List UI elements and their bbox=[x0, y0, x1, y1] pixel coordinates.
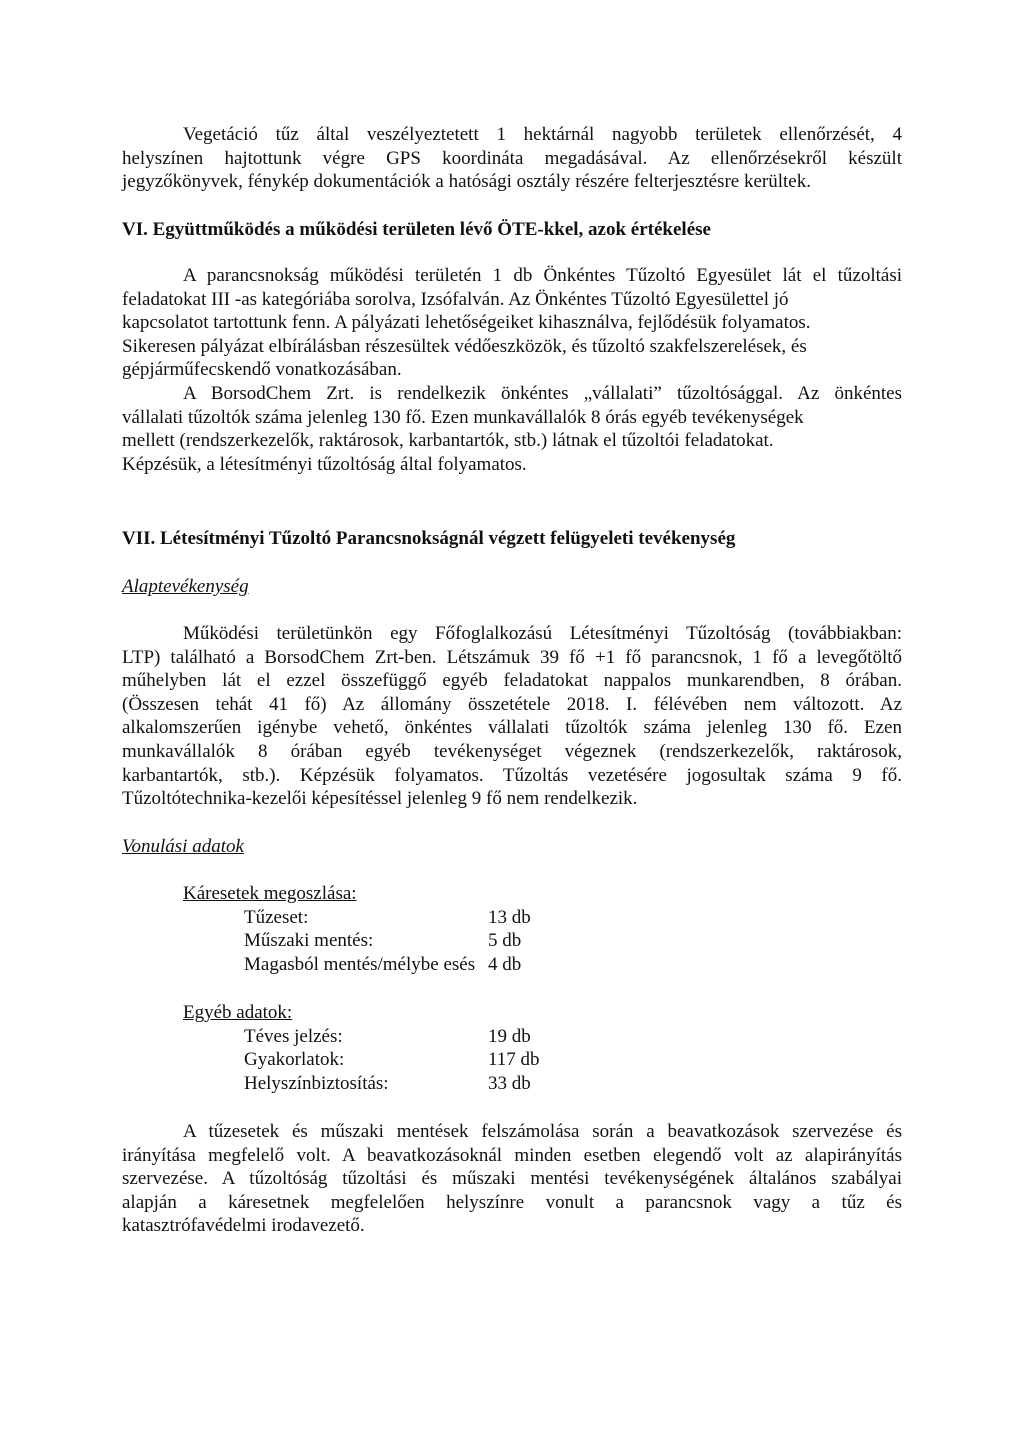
table-row bbox=[183, 953, 683, 977]
table-row bbox=[183, 906, 683, 930]
text-line: alkalomszerűen igénybe vehető, önkéntes vállalati tűzoltók száma jelenleg 130 fő. Ezen bbox=[122, 717, 902, 739]
row-label: Tűzeset: bbox=[244, 906, 309, 928]
text-line: Sikeresen pályázat elbírálásban részesültek védőeszközök, és tűzoltó szakfelszerelések, és bbox=[122, 335, 807, 357]
section-vi-paragraph-1 bbox=[122, 264, 902, 382]
text-line: munkavállalók 8 órában egyéb tevékenységet végeznek (rendszerkezelők, raktárosok, bbox=[122, 740, 902, 762]
text-line: karbantartók, stb.). Képzésük folyamatos. Tűzoltás vezetésére jogosultak száma 9 fő. bbox=[122, 764, 902, 786]
egyeb-adatok-title: Egyéb adatok: bbox=[183, 1002, 293, 1023]
row-value: 117 db bbox=[488, 1049, 540, 1071]
section-vii-heading: VII. Létesítményi Tűzoltó Parancsnokságnál végzett felügyeleti tevékenység bbox=[122, 528, 736, 549]
text-line: Tűzoltótechnika-kezelői képesítéssel jelenleg 9 fő nem rendelkezik. bbox=[122, 788, 638, 810]
karesetek-title: Káresetek megoszlása: bbox=[183, 883, 357, 904]
row-value: 4 db bbox=[488, 953, 522, 975]
text-line: jegyzőkönyvek, fénykép dokumentációk a hatósági osztály részére felterjesztésre kerültek. bbox=[122, 171, 811, 193]
text-line: alapján a káresetnek megfelelően helyszínre vonult a parancsnok vagy a tűz és bbox=[122, 1191, 902, 1213]
text-line: szervezése. A tűzoltóság tűzoltási és műszaki mentési tevékenységének általános szabályai bbox=[122, 1168, 902, 1190]
text-line: gépjárműfecskendő vonatkozásában. bbox=[122, 359, 402, 381]
row-label: Helyszínbiztosítás: bbox=[244, 1072, 389, 1094]
text-line: feladatokat III -as kategóriába sorolva, Izsófalván. Az Önkéntes Tűzoltó Egyesülettel jó bbox=[122, 288, 789, 310]
text-line: mellett (rendszerkezelők, raktárosok, karbantartók, stb.) látnak el tűzoltói feladatokat. bbox=[122, 430, 774, 452]
text-line: (Összesen tehát 41 fő) Az állomány összetétele 2018. I. félévében nem változott. Az bbox=[122, 693, 902, 715]
text-line: LTP) található a BorsodChem Zrt-ben. Létszámuk 39 fő +1 fő parancsnok, 1 fő a levegőtöltő bbox=[122, 646, 902, 668]
text-line: Képzésük, a létesítményi tűzoltóság által folyamatos. bbox=[122, 453, 527, 475]
egyeb-adatok-table bbox=[183, 1001, 683, 1095]
row-label: Műszaki mentés: bbox=[244, 930, 374, 952]
section-vi-paragraph-2 bbox=[122, 382, 902, 476]
subheading-alaptevekenyseg: Alaptevékenység bbox=[122, 576, 249, 597]
row-value: 19 db bbox=[488, 1025, 531, 1047]
text-line: Működési területünkön egy Főfoglalkozású Létesítményi Tűzoltóság (továbbiakban: bbox=[183, 623, 902, 644]
table-row bbox=[183, 929, 683, 953]
table-row bbox=[183, 1025, 683, 1049]
karesetek-table bbox=[183, 882, 683, 976]
text-line: helyszínen hajtottunk végre GPS koordináta megadásával. Az ellenőrzésekről készült bbox=[122, 147, 902, 169]
text-line: A BorsodChem Zrt. is rendelkezik önkéntes „vállalati” tűzoltósággal. Az önkéntes bbox=[183, 383, 902, 404]
subheading-vonulasi-adatok: Vonulási adatok bbox=[122, 836, 244, 857]
text-line: Vegetáció tűz által veszélyeztetett 1 hektárnál nagyobb területek ellenőrzését, 4 bbox=[183, 124, 902, 145]
section-vii-paragraph-2 bbox=[122, 1120, 902, 1238]
text-line: A tűzesetek és műszaki mentések felszámolása során a beavatkozások szervezése és bbox=[183, 1121, 902, 1142]
section-vii-paragraph-1 bbox=[122, 622, 902, 811]
text-line: katasztrófavédelmi irodavezető. bbox=[122, 1215, 365, 1237]
row-label: Téves jelzés: bbox=[244, 1025, 343, 1047]
text-line: irányítása megfelelő volt. A beavatkozásoknál minden esetben elegendő volt az alapirányítás bbox=[122, 1144, 902, 1166]
row-value: 13 db bbox=[488, 906, 531, 928]
row-label: Gyakorlatok: bbox=[244, 1049, 345, 1071]
row-label: Magasból mentés/mélybe esés bbox=[244, 953, 476, 975]
text-line: műhelyben lát el ezzel összefüggő egyéb feladatokat nappalos munkarendben, 8 órában. bbox=[122, 670, 902, 692]
table-row bbox=[183, 1048, 683, 1072]
section-vi-heading: VI. Együttműködés a működési területen lévő ÖTE-kkel, azok értékelése bbox=[122, 219, 711, 240]
intro-paragraph bbox=[122, 123, 902, 194]
text-line: kapcsolatot tartottunk fenn. A pályázati lehetőségeiket kihasználva, fejlődésük folyamatos. bbox=[122, 312, 811, 334]
text-line: vállalati tűzoltók száma jelenleg 130 fő. Ezen munkavállalók 8 órás egyéb tevékenységek bbox=[122, 406, 804, 428]
row-value: 5 db bbox=[488, 930, 522, 952]
table-row bbox=[183, 1072, 683, 1096]
text-line: A parancsnokság működési területén 1 db Önkéntes Tűzoltó Egyesület lát el tűzoltási bbox=[183, 265, 902, 286]
row-value: 33 db bbox=[488, 1072, 531, 1094]
